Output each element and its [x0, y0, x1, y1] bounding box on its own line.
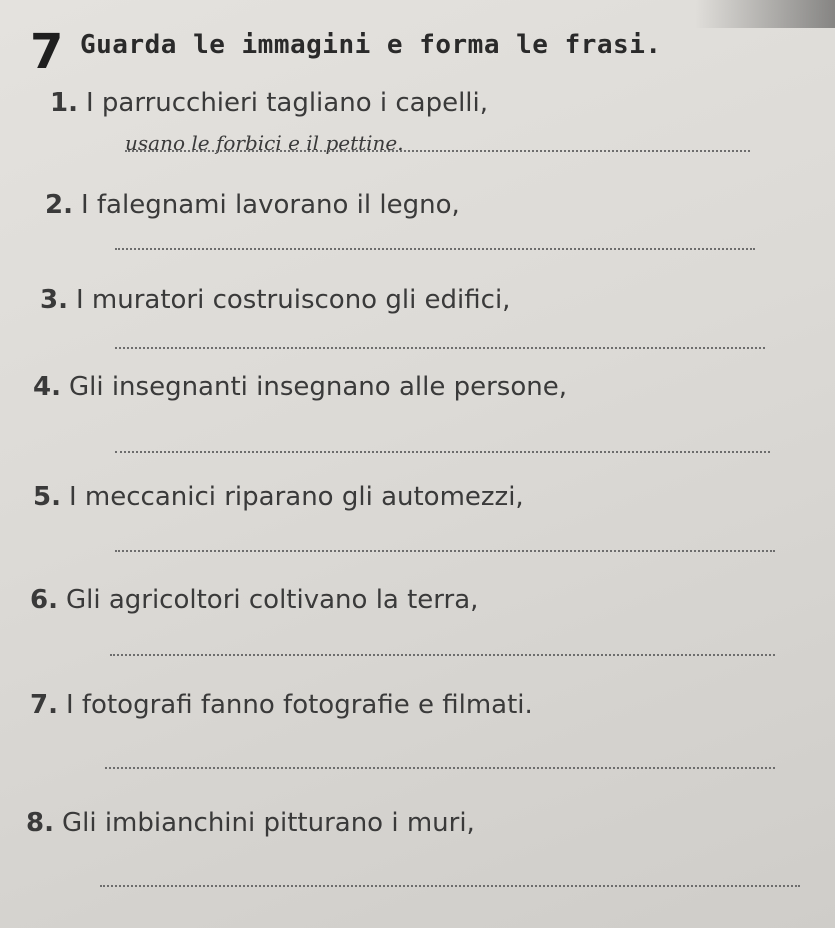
exercise-item	[33, 372, 567, 402]
item-number: 5.	[33, 482, 61, 512]
page-shadow	[695, 0, 835, 28]
exercise-item	[50, 88, 488, 118]
item-sentence: I muratori costruiscono gli edifici,	[75, 285, 511, 315]
exercise-instruction: Guarda le immagini e forma le frasi.	[80, 30, 662, 60]
item-sentence: I falegnami lavorano il legno,	[80, 190, 460, 220]
exercise-item	[45, 190, 460, 220]
item-sentence: Gli imbianchini pitturano i muri,	[61, 808, 475, 838]
answer-line[interactable]	[115, 451, 770, 453]
item-sentence: Gli agricoltori coltivano la terra,	[65, 585, 479, 615]
item-sentence: I fotografi fanno fotografie e filmati.	[65, 690, 533, 720]
item-number: 8.	[26, 808, 54, 838]
exercise-item	[33, 482, 524, 512]
exercise-number: 7	[30, 24, 64, 80]
item-number: 2.	[45, 190, 73, 220]
item-number: 3.	[40, 285, 68, 315]
item-sentence: Gli insegnanti insegnano alle persone,	[68, 372, 567, 402]
item-sentence: I meccanici riparano gli automezzi,	[68, 482, 524, 512]
exercise-item	[30, 585, 478, 615]
item-number: 1.	[50, 88, 78, 118]
answer-line[interactable]	[115, 347, 765, 349]
exercise-item	[26, 808, 475, 838]
answer-line[interactable]	[125, 150, 750, 152]
item-number: 4.	[33, 372, 61, 402]
item-number: 7.	[30, 690, 58, 720]
answer-line[interactable]	[115, 248, 755, 250]
answer-line[interactable]	[105, 767, 775, 769]
answer-line[interactable]	[100, 885, 800, 887]
answer-line[interactable]	[110, 654, 775, 656]
exercise-item	[40, 285, 510, 315]
item-number: 6.	[30, 585, 58, 615]
answer-text: usano le forbici e il pettine.	[125, 131, 404, 155]
answer-line[interactable]	[115, 550, 775, 552]
item-sentence: I parrucchieri tagliano i capelli,	[85, 88, 489, 118]
exercise-item	[30, 690, 533, 720]
